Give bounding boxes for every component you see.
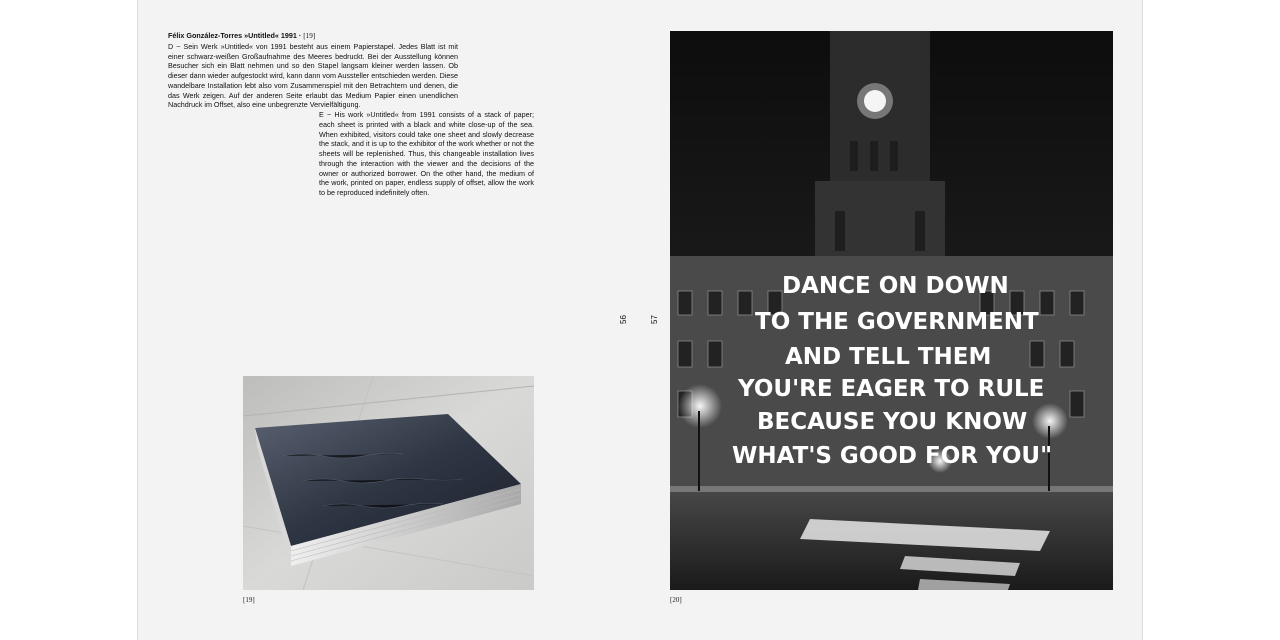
paper-stack-photo [243,376,534,590]
german-paragraph: D ~ Sein Werk »Untitled« von 1991 besteht aus einem Papierstapel. Jedes Blatt ist mit einer schwarz-weißen Großaufnahme des Meeres bedruckt. Bei der Ausstellung können Besucher sich ein Blatt nehmen und so den Stapel langsam kleiner werden lassen. Ob dieser dann wieder aufgestockt wird, kann dann vom Aussteller entschieden werden. Diese wandelbare Installation lebt also vom Zusammenspiel mit den Betrachtern und denen, die das Werk zeigen. Auf der anderen Seite erlaubt das Medium Papier einen unendlichen Nachdruck im Offset, also eine unbegrenzte Vervielfältigung. [168,41,458,110]
projection-line-5: BECAUSE YOU KNOW [757,409,1028,435]
paper-stack-illustration [243,376,534,590]
english-paragraph: E ~ His work »Untitled« from 1991 consists of a stack of paper; each sheet is printed with a black and white close-up of the sea. When exhibited, visitors could take one sheet and slowly decrease the stack, and it is up to the exhibitor of the work whether or not the sheets will be replenished. Thus, this changeable installation lives through the interaction with the viewer and the decisions of the owner or authorized borrower. On the other hand, the medium of the work, printed on paper, endless supply of offset, allow the work to be reproduced indefinitely often. [319,110,534,197]
artwork-title: Félix González-Torres »Untitled« 1991 · [19] [168,31,316,40]
building-projection-illustration [670,31,1113,590]
projection-line-2: TO THE GOVERNMENT [755,309,1039,335]
german-text-block [168,31,458,110]
projection-line-1: DANCE ON DOWN [782,273,1009,299]
projection-line-6: WHAT'S GOOD FOR YOU" [732,443,1053,469]
projection-line-4: YOU'RE EAGER TO RULE [738,376,1045,402]
page-number-left: 56 [618,315,628,324]
figure-19-caption: [19] [243,596,255,604]
figure-20-caption: [20] [670,596,682,604]
projection-photo [670,31,1113,590]
projection-line-3: AND TELL THEM [785,344,992,370]
page-number-right: 57 [649,315,659,324]
